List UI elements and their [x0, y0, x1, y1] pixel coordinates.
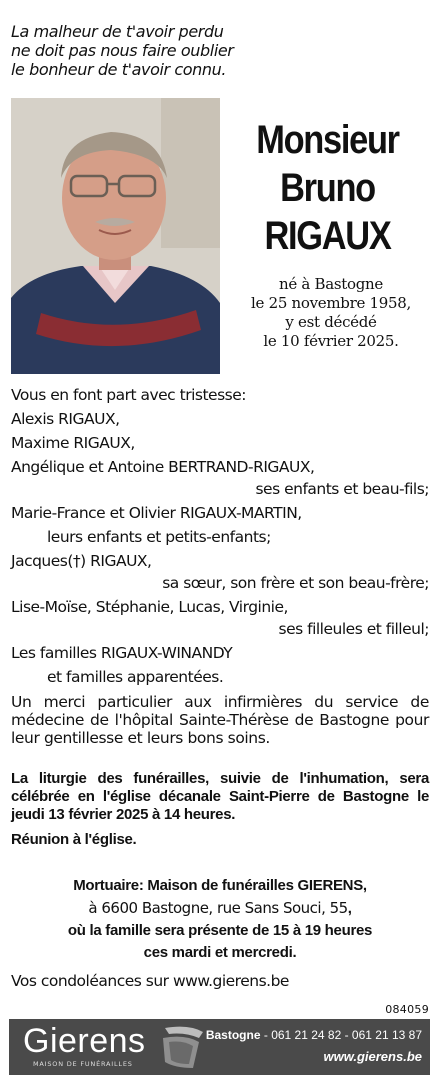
mortuary-address-comma: ,: [347, 900, 352, 917]
mortuary-address-text: à 6600 Bastogne, rue Sans Souci, 55: [88, 899, 348, 917]
brand-mark-icon: [159, 1024, 207, 1070]
funeral-home-footer: [9, 1019, 430, 1075]
brand-logo-text: Gierens: [23, 1022, 146, 1060]
birth-death-line: le 10 février 2025.: [263, 332, 399, 350]
visiting-days: ces mardi et mercredi.: [143, 944, 297, 961]
funeral-details: [11, 770, 429, 849]
announcement-body: [11, 384, 429, 747]
footer-city: Bastogne: [205, 1028, 261, 1042]
visiting-hours: où la famille sera présente de 15 à 19 heures: [67, 922, 373, 939]
birth-death-line: y est décédé: [285, 313, 377, 331]
family-line: Jacques(†) RIGAUX,: [11, 552, 152, 570]
footer-website-link[interactable]: www.gierens.be: [323, 1049, 422, 1064]
reference-number: 084059: [385, 1003, 429, 1016]
deceased-name: [240, 116, 415, 260]
deceased-title: Monsieur: [256, 118, 399, 162]
family-line: Angélique et Antoine BERTRAND-RIGAUX,: [11, 458, 315, 476]
footer-contact: [206, 1028, 422, 1042]
liturgy-text: La liturgie des funérailles, suivie de l'inhumation, sera célébrée en l'église décanale Saint-Pierre de Bastogne le jeudi 13 février 2025 à 14 heures.: [11, 770, 429, 823]
brand-tagline: MAISON DE FUNÉRAILLES: [33, 1060, 133, 1068]
mortuary-name: Mortuaire: Maison de funérailles GIERENS,: [73, 877, 367, 894]
announcement-intro: Vous en font part avec tristesse:: [11, 386, 246, 404]
family-line: Marie-France et Olivier RIGAUX-MARTIN,: [11, 504, 302, 522]
family-line: Maxime RIGAUX,: [11, 434, 135, 452]
condolences-link[interactable]: Vos condoléances sur www.gierens.be: [11, 972, 289, 990]
family-line: Alexis RIGAUX,: [11, 410, 120, 428]
family-relation: sa sœur, son frère et son beau-frère;: [162, 574, 429, 592]
family-relation: ses filleules et filleul;: [278, 620, 429, 638]
epitaph-line: La malheur de t'avoir perdu: [11, 22, 224, 41]
birth-death-info: [236, 275, 426, 351]
birth-death-line: le 25 novembre 1958,: [251, 294, 411, 312]
portrait-photo: [11, 98, 220, 374]
deceased-last-name: RIGAUX: [264, 214, 391, 258]
deceased-first-name: Bruno: [280, 166, 375, 210]
gathering-text: Réunion à l'église.: [11, 831, 137, 848]
thanks-paragraph: Un merci particulier aux infirmières du service de médecine de l'hôpital Sainte-Thérèse de Bastogne pour leur gentillesse et leurs bons soins.: [11, 693, 429, 747]
mortuary-address: [11, 897, 429, 920]
birth-death-line: né à Bastogne: [279, 275, 383, 293]
family-line: Les familles RIGAUX-WINANDY: [11, 644, 233, 662]
family-relation: et familles apparentées.: [47, 668, 224, 686]
epitaph-line: le bonheur de t'avoir connu.: [11, 60, 227, 79]
portrait-illustration: [11, 98, 220, 374]
epitaph-line: ne doit pas nous faire oublier: [11, 41, 234, 60]
mortuary-info: [11, 875, 429, 964]
family-relation: leurs enfants et petits-enfants;: [47, 528, 271, 546]
family-relation: ses enfants et beau-fils;: [255, 480, 429, 498]
epitaph-quote: [11, 22, 311, 79]
family-line: Lise-Moïse, Stéphanie, Lucas, Virginie,: [11, 598, 288, 616]
footer-phones: - 061 21 24 82 - 061 21 13 87: [260, 1028, 422, 1042]
